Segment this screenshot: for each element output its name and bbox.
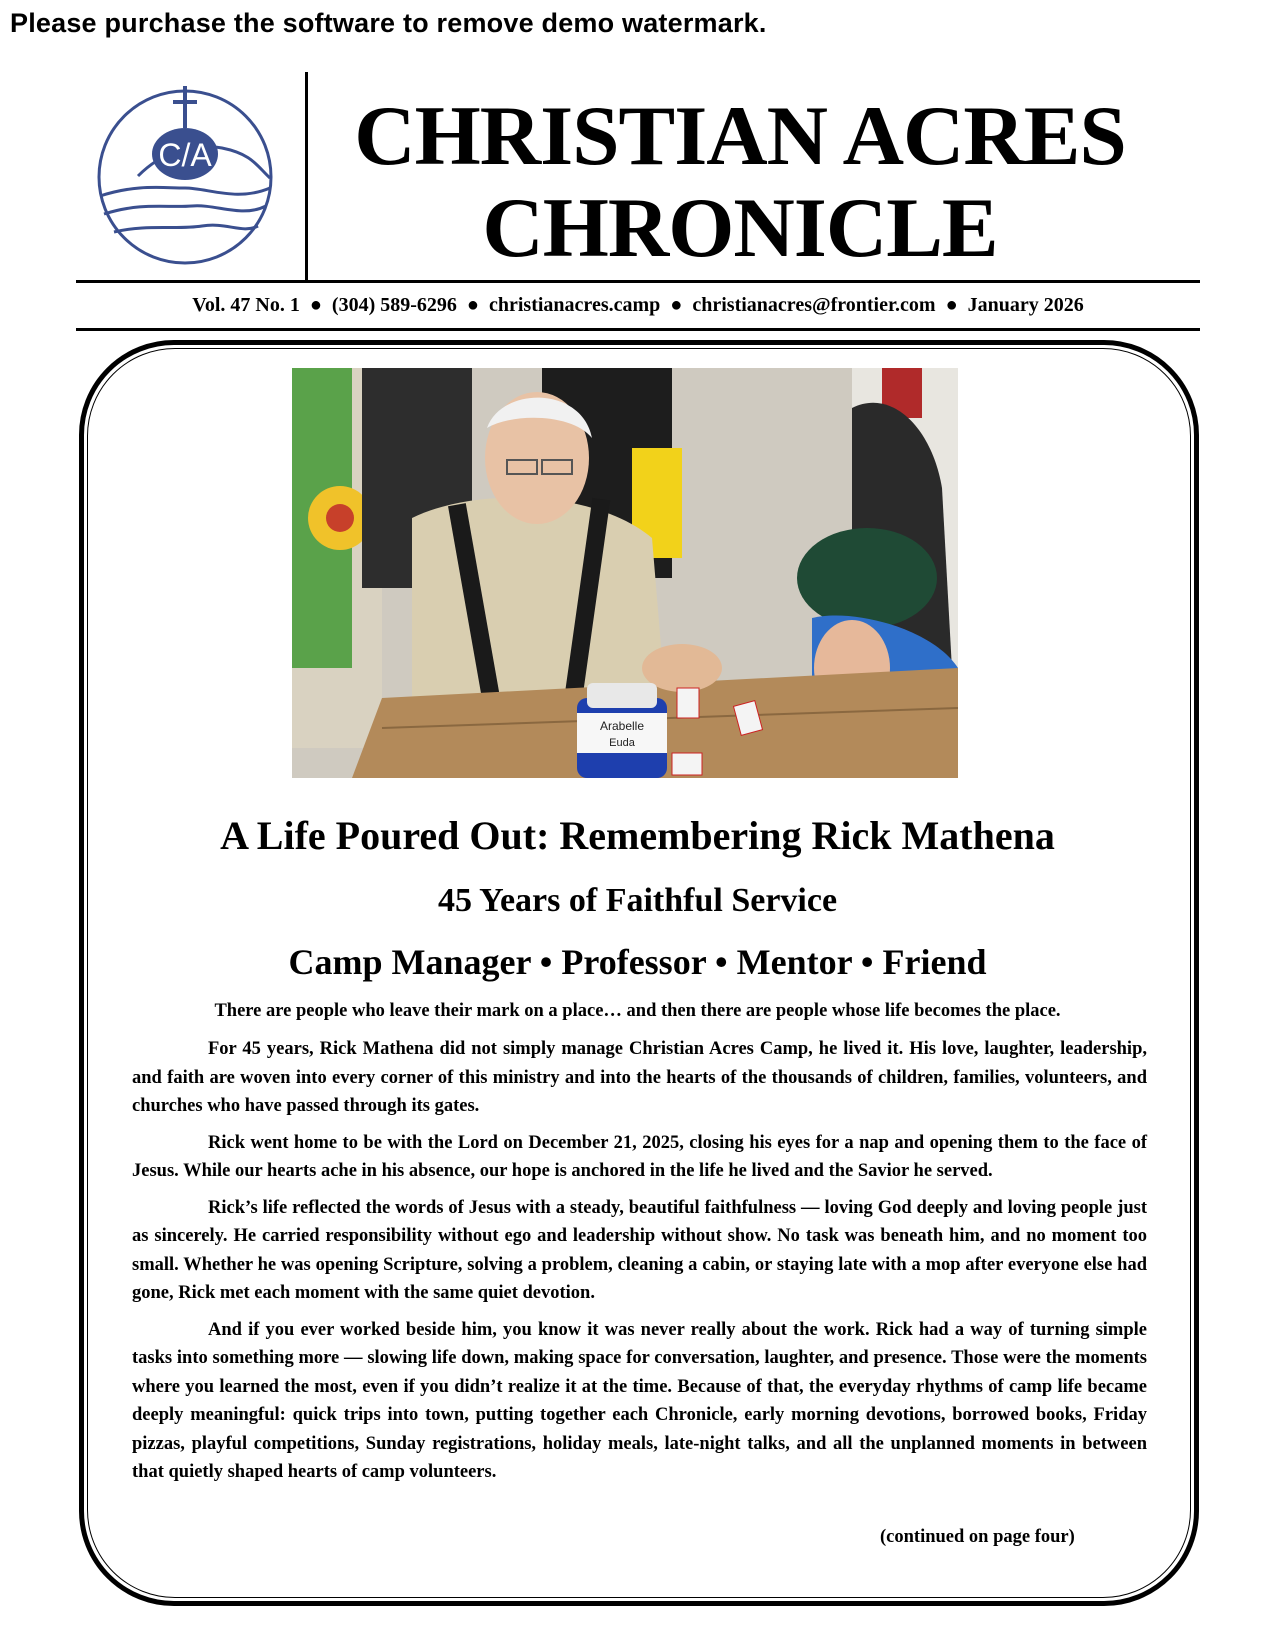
continued-note: (continued on page four) <box>880 1527 1075 1547</box>
masthead-line-1: CHRISTIAN ACRES <box>354 89 1126 183</box>
masthead-line-2: CHRONICLE <box>482 181 998 275</box>
jug-label-1: Arabelle <box>599 719 645 733</box>
article-paragraph: Rick’s life reflected the words of Jesus with a steady, beautiful faithfulness — loving God deeply and loving people just as sincerely. He carried responsibility without ego and leadership without show. No task was beneath him, and no moment too small. Whether he was opening Scripture, solving a problem, cleaning a cabin, or staying late with a mop after everyone else had gone, Rick met each moment with the same quiet devotion. <box>132 1197 1147 1303</box>
separator-dot: ● <box>309 294 322 316</box>
article-paragraph: And if you ever worked beside him, you know it was never really about the work. Rick had a way of turning simple tasks into something more — slowing life down, making space for conversation, laughter, and presence. Those were the moments where you learned the most, even if you didn’t realize it at the time. Because of that, the everyday rhythms of camp life became deeply meaningful: quick trips into town, putting together each Chronicle, early morning devotions, borrowed books, Friday pizzas, playful competitions, Sunday registrations, holiday meals, late-night talks, and all the unplanned moments in between that quietly shaped hearts of camp volunteers. <box>132 1319 1147 1482</box>
issue-volume: Vol. 47 No. 1 <box>192 294 300 316</box>
phone-number: (304) 589-6296 <box>331 294 457 316</box>
article-lede: There are people who leave their mark on a place… and then there are people whose life becomes the place. <box>214 1001 1061 1021</box>
jug-label-2: Euda <box>609 737 635 749</box>
demo-watermark: Please purchase the software to remove demo watermark. <box>10 8 767 38</box>
article-subtitle: 45 Years of Faithful Service <box>437 882 838 919</box>
website-link[interactable]: christianacres.camp <box>489 294 661 316</box>
email-link[interactable]: christianacres@frontier.com <box>692 294 936 316</box>
article-photo <box>292 368 958 778</box>
separator-dot: ● <box>670 294 683 316</box>
header-rule-top <box>76 280 1200 283</box>
issue-date: January 2026 <box>967 294 1084 316</box>
masthead-divider <box>305 72 308 280</box>
article-paragraph: Rick went home to be with the Lord on December 21, 2025, closing his eyes for a nap and opening them to the face of Jesus. While our hearts ache in his absence, our hope is anchored in the life he lived and the Savior he served. <box>132 1132 1147 1181</box>
camp-logo <box>92 84 278 270</box>
issue-info-bar <box>76 288 1200 322</box>
logo-letters: C/A <box>158 137 212 173</box>
article-body <box>132 1035 1147 1495</box>
header-rule-bottom <box>76 328 1200 331</box>
article-title: A Life Poured Out: Remembering Rick Mathena <box>220 813 1055 858</box>
newsletter-masthead <box>320 90 1160 274</box>
separator-dot: ● <box>945 294 958 316</box>
article-paragraph: For 45 years, Rick Mathena did not simply manage Christian Acres Camp, he lived it. His love, laughter, leadership, and faith are woven into every corner of this ministry and into the hearts of the thousands of children, families, volunteers, and churches who have passed through its gates. <box>132 1039 1147 1116</box>
article-roles: Camp Manager • Professor • Mentor • Friend <box>288 942 987 982</box>
separator-dot: ● <box>466 294 479 316</box>
